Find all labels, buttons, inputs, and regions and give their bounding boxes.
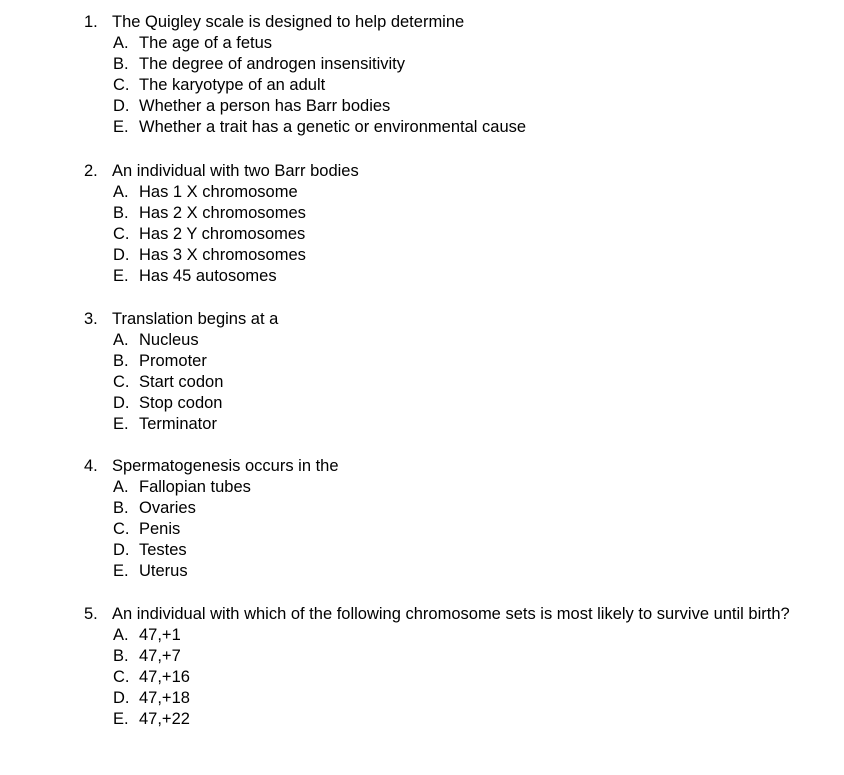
question-number: 3. — [84, 310, 98, 328]
question-1 — [84, 12, 804, 138]
option-text: Fallopian tubes — [139, 478, 251, 496]
option-text: The age of a fetus — [139, 34, 273, 52]
answer-option — [113, 245, 804, 266]
option-text: Ovaries — [139, 499, 196, 517]
answer-option — [113, 75, 804, 96]
option-letter: E. — [113, 118, 129, 136]
answer-option — [113, 540, 804, 561]
option-text: 47,+18 — [139, 689, 190, 707]
question-3 — [84, 309, 804, 435]
question-text: The Quigley scale is designed to help determine — [112, 13, 465, 31]
option-letter: A. — [113, 478, 129, 496]
option-letter: E. — [113, 562, 129, 580]
option-letter: C. — [113, 520, 130, 538]
question-text: An individual with two Barr bodies — [112, 162, 359, 180]
answer-option — [113, 709, 804, 730]
option-letter: D. — [113, 541, 130, 559]
option-text: Testes — [139, 541, 187, 559]
question-number: 5. — [84, 605, 98, 623]
option-letter: B. — [113, 204, 129, 222]
option-letter: D. — [113, 689, 130, 707]
answer-option — [113, 351, 804, 372]
question-number: 2. — [84, 162, 98, 180]
answer-option — [113, 519, 804, 540]
answer-option — [113, 498, 804, 519]
option-letter: A. — [113, 331, 129, 349]
option-letter: C. — [113, 373, 130, 391]
option-text: Has 2 X chromosomes — [139, 204, 306, 222]
option-letter: C. — [113, 668, 130, 686]
answer-option — [113, 625, 804, 646]
option-text: Nucleus — [139, 331, 199, 349]
answer-option — [113, 414, 804, 435]
option-letter: B. — [113, 352, 129, 370]
option-letter: A. — [113, 34, 129, 52]
question-number: 4. — [84, 457, 98, 475]
option-letter: E. — [113, 267, 129, 285]
option-letter: C. — [113, 225, 130, 243]
answer-option — [113, 688, 804, 709]
option-letter: E. — [113, 415, 129, 433]
question-stem — [84, 604, 804, 625]
answer-option — [113, 393, 804, 414]
question-4 — [84, 456, 804, 582]
answer-option — [113, 667, 804, 688]
answer-option — [113, 182, 804, 203]
question-stem — [84, 12, 804, 33]
answer-option — [113, 117, 804, 138]
answer-option — [113, 330, 804, 351]
option-letter: B. — [113, 55, 129, 73]
option-letter: D. — [113, 246, 130, 264]
answer-option — [113, 54, 804, 75]
question-stem — [84, 456, 804, 477]
question-stem — [84, 309, 804, 330]
option-text: 47,+22 — [139, 710, 190, 728]
answer-option — [113, 224, 804, 245]
option-text: Start codon — [139, 373, 224, 391]
option-text: Penis — [139, 520, 181, 538]
option-letter: B. — [113, 647, 129, 665]
option-text: Promoter — [139, 352, 207, 370]
option-letter: C. — [113, 76, 130, 94]
question-2 — [84, 161, 804, 287]
answer-option — [113, 561, 804, 582]
answer-option — [113, 203, 804, 224]
answer-option — [113, 33, 804, 54]
answer-options — [84, 330, 804, 435]
answer-option — [113, 96, 804, 117]
option-text: The karyotype of an adult — [139, 76, 326, 94]
option-text: Has 1 X chromosome — [139, 183, 298, 201]
option-text: Terminator — [139, 415, 217, 433]
option-text: 47,+16 — [139, 668, 190, 686]
question-text: An individual with which of the following chromosome sets is most likely to survive until birth? — [112, 605, 790, 623]
question-text: Translation begins at a — [112, 310, 279, 328]
question-number: 1. — [84, 13, 98, 31]
option-letter: D. — [113, 394, 130, 412]
option-text: The degree of androgen insensitivity — [139, 55, 405, 73]
answer-option — [113, 646, 804, 667]
option-text: Whether a trait has a genetic or environmental cause — [139, 118, 527, 136]
option-letter: E. — [113, 710, 129, 728]
answer-options — [84, 477, 804, 582]
answer-options — [84, 182, 804, 287]
answer-option — [113, 477, 804, 498]
option-letter: A. — [113, 183, 129, 201]
option-text: 47,+1 — [139, 626, 181, 644]
answer-options — [84, 33, 804, 138]
option-text: Whether a person has Barr bodies — [139, 97, 391, 115]
option-text: Stop codon — [139, 394, 223, 412]
option-letter: A. — [113, 626, 129, 644]
option-letter: D. — [113, 97, 130, 115]
answer-option — [113, 266, 804, 287]
answer-option — [113, 372, 804, 393]
option-text: Has 2 Y chromosomes — [139, 225, 306, 243]
option-letter: B. — [113, 499, 129, 517]
question-stem — [84, 161, 804, 182]
option-text: 47,+7 — [139, 647, 181, 665]
question-text: Spermatogenesis occurs in the — [112, 457, 339, 475]
question-5 — [84, 604, 804, 730]
option-text: Uterus — [139, 562, 188, 580]
answer-options — [84, 625, 804, 730]
option-text: Has 3 X chromosomes — [139, 246, 306, 264]
option-text: Has 45 autosomes — [139, 267, 277, 285]
